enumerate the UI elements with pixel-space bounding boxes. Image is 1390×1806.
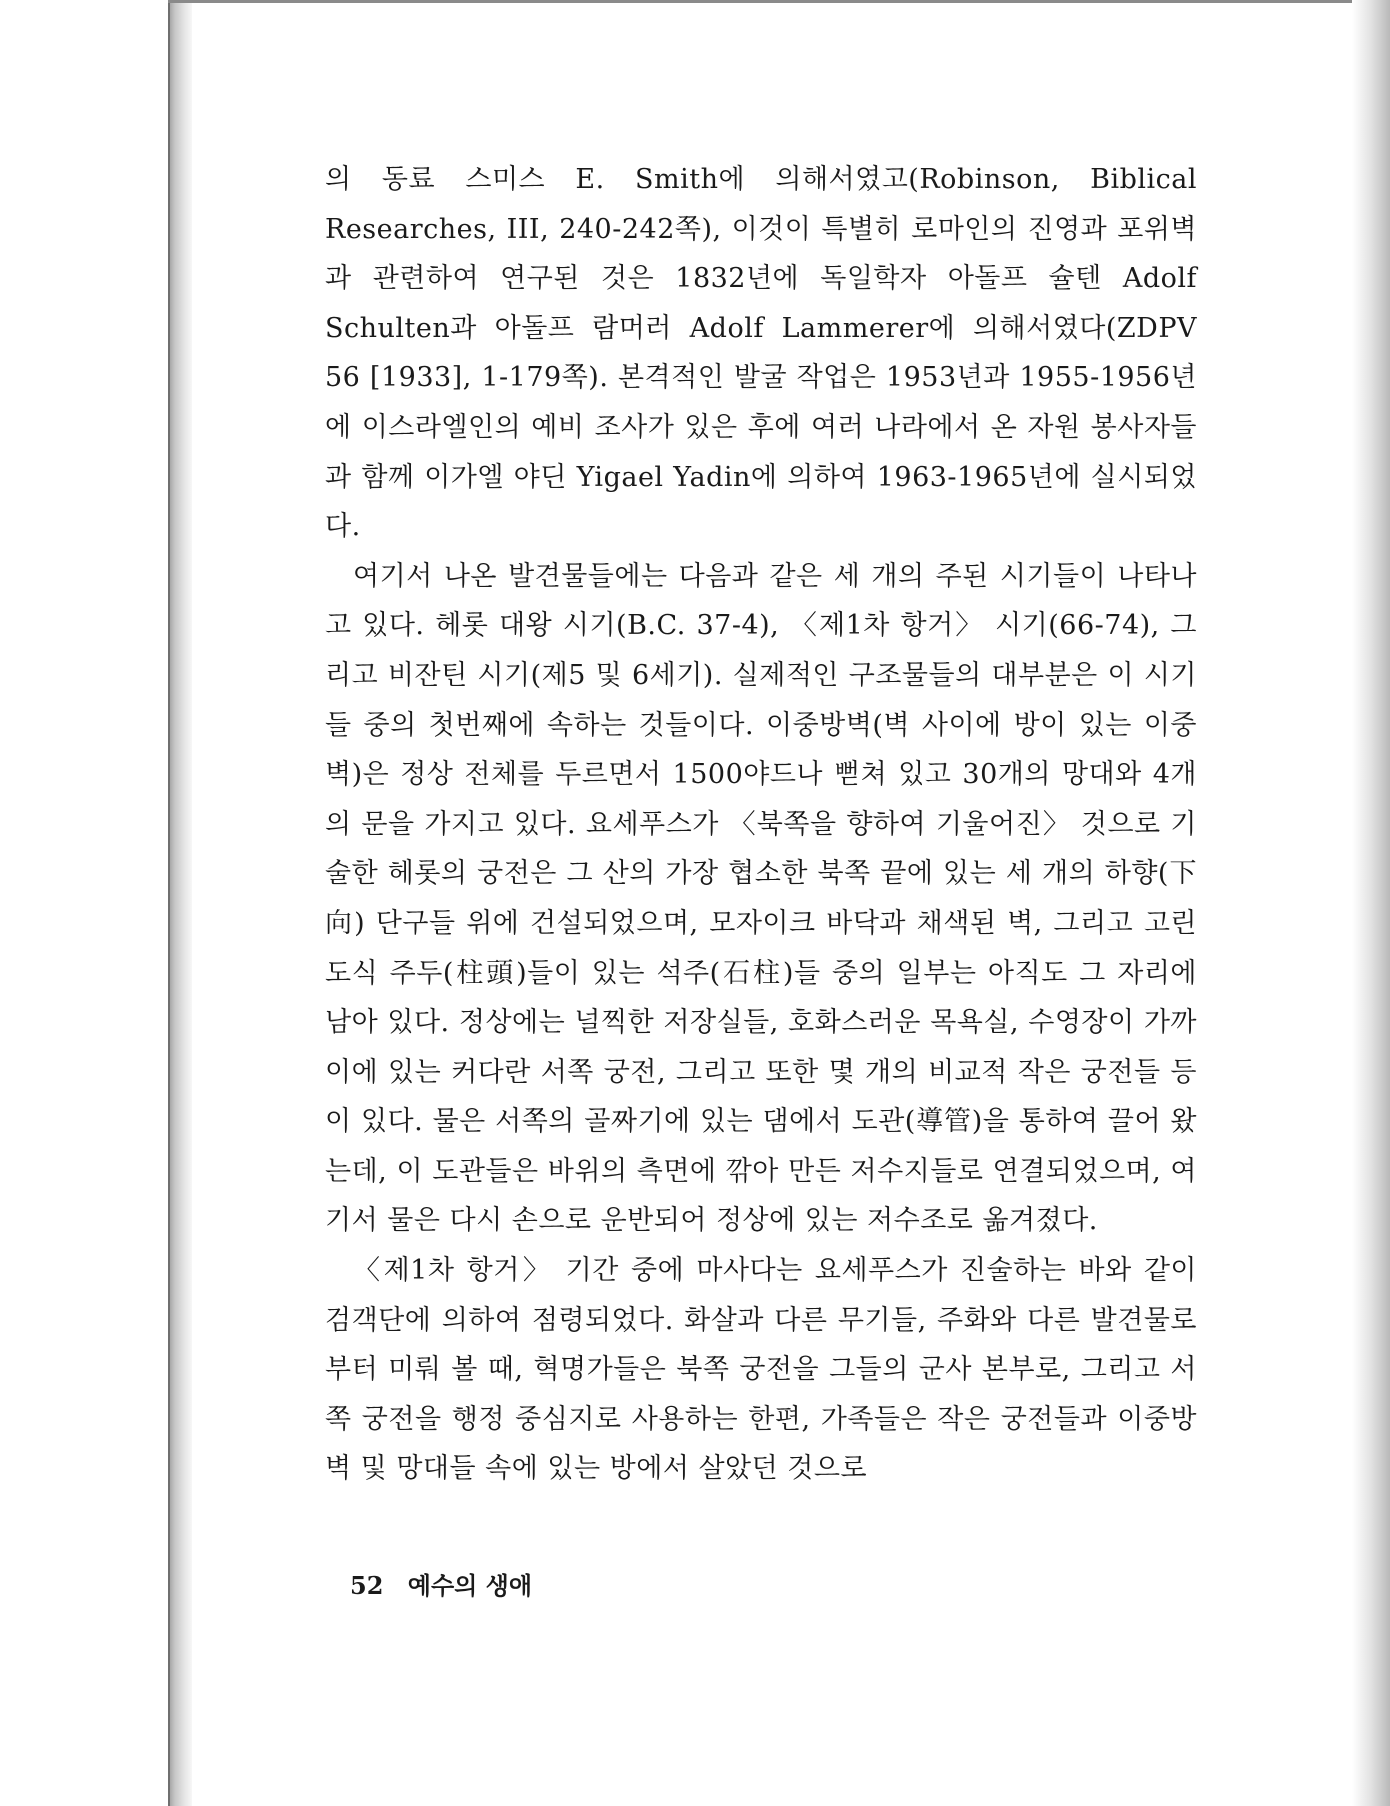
page-footer: [350, 1566, 548, 1601]
body-text: [325, 155, 1197, 1494]
page-stack-edge: [168, 0, 192, 1806]
paragraph-3: 〈제1차 항거〉 기간 중에 마사다는 요세푸스가 진술하는 바와 같이 검객단에 의하여 점령되었다. 화살과 다른 무기들, 주화와 다른 발견물로부터 미뤄 볼 때, 혁명가들은 북쪽 궁전을 그들의 군사 본부로, 그리고 서쪽 궁전을 행정 중심지로 사용하는 한편, 가족들은 작은 궁전들과 이중방벽 및 망대들 속에 있는 방에서 살았던 것으로: [325, 1255, 1197, 1485]
page-top-border: [168, 0, 1390, 3]
page-right-shadow: [1352, 0, 1390, 1806]
page-edge-line: [168, 0, 170, 1806]
running-title: 예수의 생애: [407, 1571, 533, 1600]
paragraph-2: 여기서 나온 발견물들에는 다음과 같은 세 개의 주된 시기들이 나타나고 있다. 헤롯 대왕 시기(B.C. 37-4), 〈제1차 항거〉 시기(66-74), 그리고 비잔틴 시기(제5 및 6세기). 실제적인 구조물들의 대부분은 이 시기들 중의 첫번째에 속하는 것들이다. 이중방벽(벽 사이에 방이 있는 이중 벽)은 정상 전체를 두르면서 1500야드나 뻗쳐 있고 30개의 망대와 4개의 문을 가지고 있다. 요세푸스가 〈북쪽을 향하여 기울어진〉 것으로 기술한 헤롯의 궁전은 그 산의 가장 협소한 북쪽 끝에 있는 세 개의 하향(下向) 단구들 위에 건설되었으며, 모자이크 바닥과 채색된 벽, 그리고 고린도식 주두(柱頭)들이 있는 석주(石柱)들 중의 일부는 아직도 그 자리에 남아 있다. 정상에는 널찍한 저장실들, 호화스러운 목욕실, 수영장이 가까이에 있는 커다란 서쪽 궁전, 그리고 또한 몇 개의 비교적 작은 궁전들 등이 있다. 물은 서쪽의 골짜기에 있는 댐에서 도관(導管)을 통하여 끌어 왔는데, 이 도관들은 바위의 측면에 깎아 만든 저수지들로 연결되었으며, 여기서 물은 다시 손으로 운반되어 정상에 있는 저수조로 옮겨졌다.: [325, 560, 1197, 1237]
page-number: 52: [350, 1571, 384, 1600]
paragraph-1: 의 동료 스미스 E. Smith에 의해서였고(Robinson, Biblical Researches, III, 240-242쪽), 이것이 특별히 로마인의 진영과 포위벽과 관련하여 연구된 것은 1832년에 독일학자 아돌프 슐텐 Adolf Schulten과 아돌프 람머러 Adolf Lammerer에 의해서였다(ZDPV 56 [1933], 1-179쪽). 본격적인 발굴 작업은 1953년과 1955-1956년에 이스라엘인의 예비 조사가 있은 후에 여러 나라에서 온 자원 봉사자들과 함께 이가엘 야딘 Yigael Yadin에 의하여 1963-1965년에 실시되었다.: [325, 164, 1197, 543]
